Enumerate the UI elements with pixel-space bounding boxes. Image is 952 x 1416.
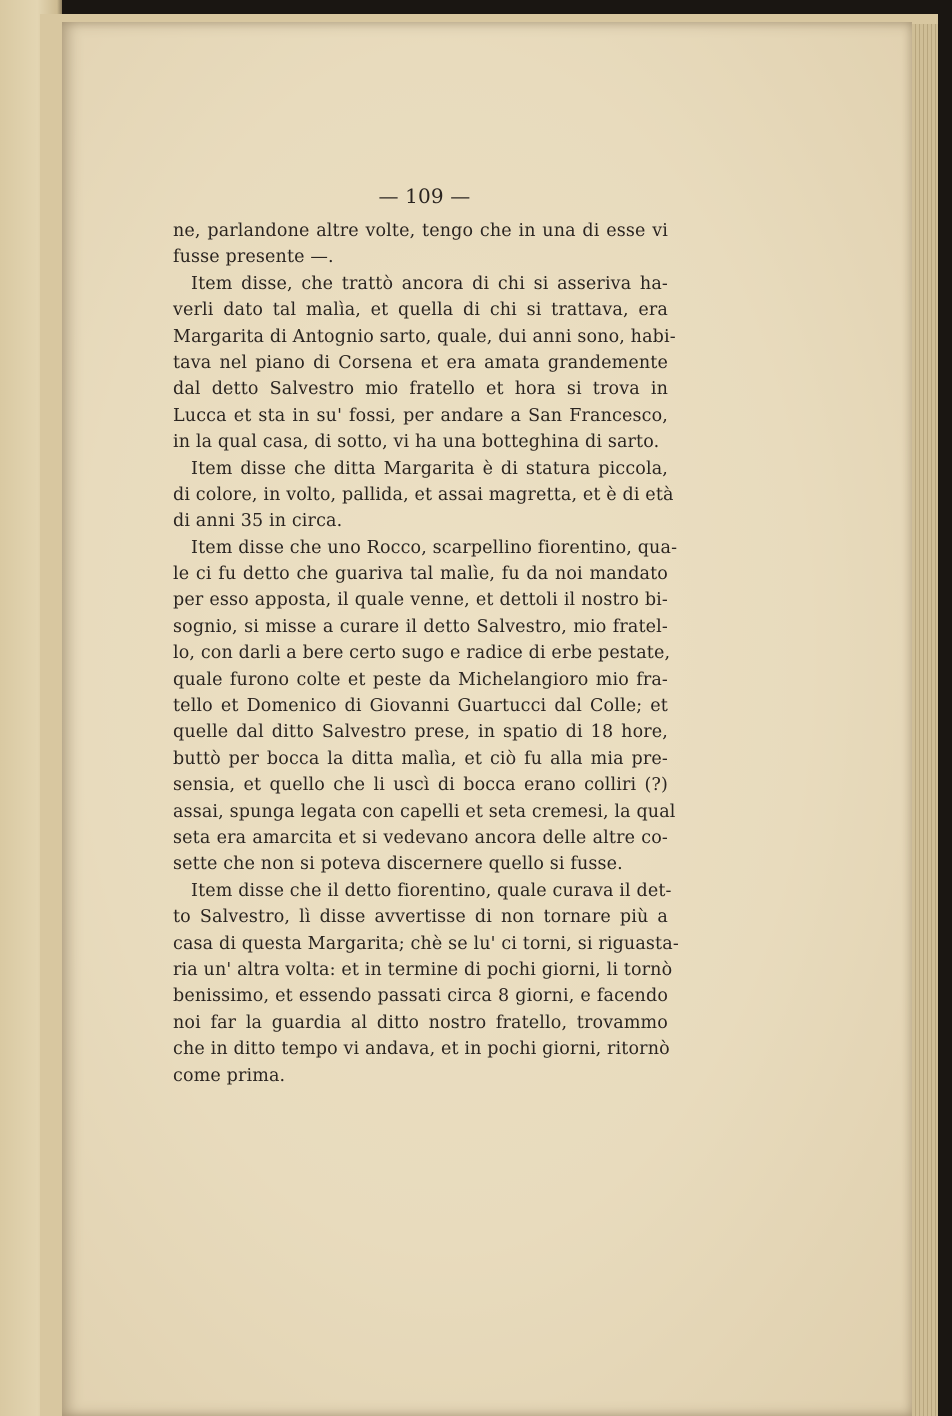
text-line: Item disse che ditta Margarita è di statura piccola, [191,458,668,479]
text-line: fusse presente —. [173,247,334,268]
text-line: quelle dal ditto Salvestro prese, in spatio di 18 hore, [173,722,668,743]
text-line: in la qual casa, di sotto, vi ha una botteghina di sarto. [173,432,660,453]
text-line: sensia, et quello che li uscì di bocca erano colliri (?) [173,775,668,796]
text-line: tava nel piano di Corsena et era amata grandemente [173,352,668,373]
text-line: le ci fu detto che guariva tal malìe, fu da noi mandato [173,564,668,585]
text-line: tello et Domenico di Giovanni Guartucci dal Colle; et [173,696,668,717]
text-line: quale furono colte et peste da Michelangioro mio fra- [173,669,668,690]
text-block [173,174,679,1089]
text-line: ne, parlandone altre volte, tengo che in una di esse vi [173,221,668,241]
text-line: di colore, in volto, pallida, et assai magretta, et è di età [173,484,674,505]
text-line: Item disse che il detto fiorentino, quale curava il det- [191,880,672,901]
text-line: per esso apposta, il quale venne, et dettoli il nostro bi- [173,590,668,611]
text-line: Margarita di Antognio sarto, quale, dui anni sono, habi- [173,326,676,347]
text-line: sette che non si poteva discernere quello si fusse. [173,854,623,875]
text-line: di anni 35 in circa. [173,511,343,532]
text-line: benissimo, et essendo passati circa 8 giorni, e facendo [173,986,668,1007]
text-line: casa di questa Margarita; chè se lu' ci torni, si riguasta- [173,933,679,954]
text-line: to Salvestro, lì disse avvertisse di non tornare più a [173,907,668,928]
body-text [173,218,679,1089]
text-line: sognio, si misse a curare il detto Salvestro, mio fratel- [173,616,668,637]
text-line: come prima. [173,1065,286,1086]
text-line: lo, con darli a bere certo sugo e radice di erbe pestate, [173,643,671,664]
text-line: Item disse, che trattò ancora di chi si asseriva ha- [191,273,668,294]
text-line: assai, spunga legata con capelli et seta cremesi, la qual [173,801,676,822]
page-stack-edges [908,24,938,1416]
text-line: seta era amarcita et si vedevano ancora delle altre co- [173,827,668,848]
text-line: dal detto Salvestro mio fratello et hora si trova in [173,379,668,400]
text-line: Item disse che uno Rocco, scarpellino fiorentino, qua- [191,537,678,558]
text-line: che in ditto tempo vi andava, et in pochi giorni, ritornò [173,1039,670,1060]
text-line: noi far la guardia al ditto nostro fratello, trovammo [173,1012,668,1033]
text-line: Lucca et sta in su' fossi, per andare a San Francesco, [173,405,668,426]
text-line: buttò per bocca la ditta malìa, et ciò fu alla mia pre- [173,748,668,769]
text-line: ria un' altra volta: et in termine di pochi giorni, li tornò [173,959,673,980]
page-number: — 109 — [378,184,471,208]
text-line: verli dato tal malìa, et quella di chi si trattava, era [173,300,668,321]
